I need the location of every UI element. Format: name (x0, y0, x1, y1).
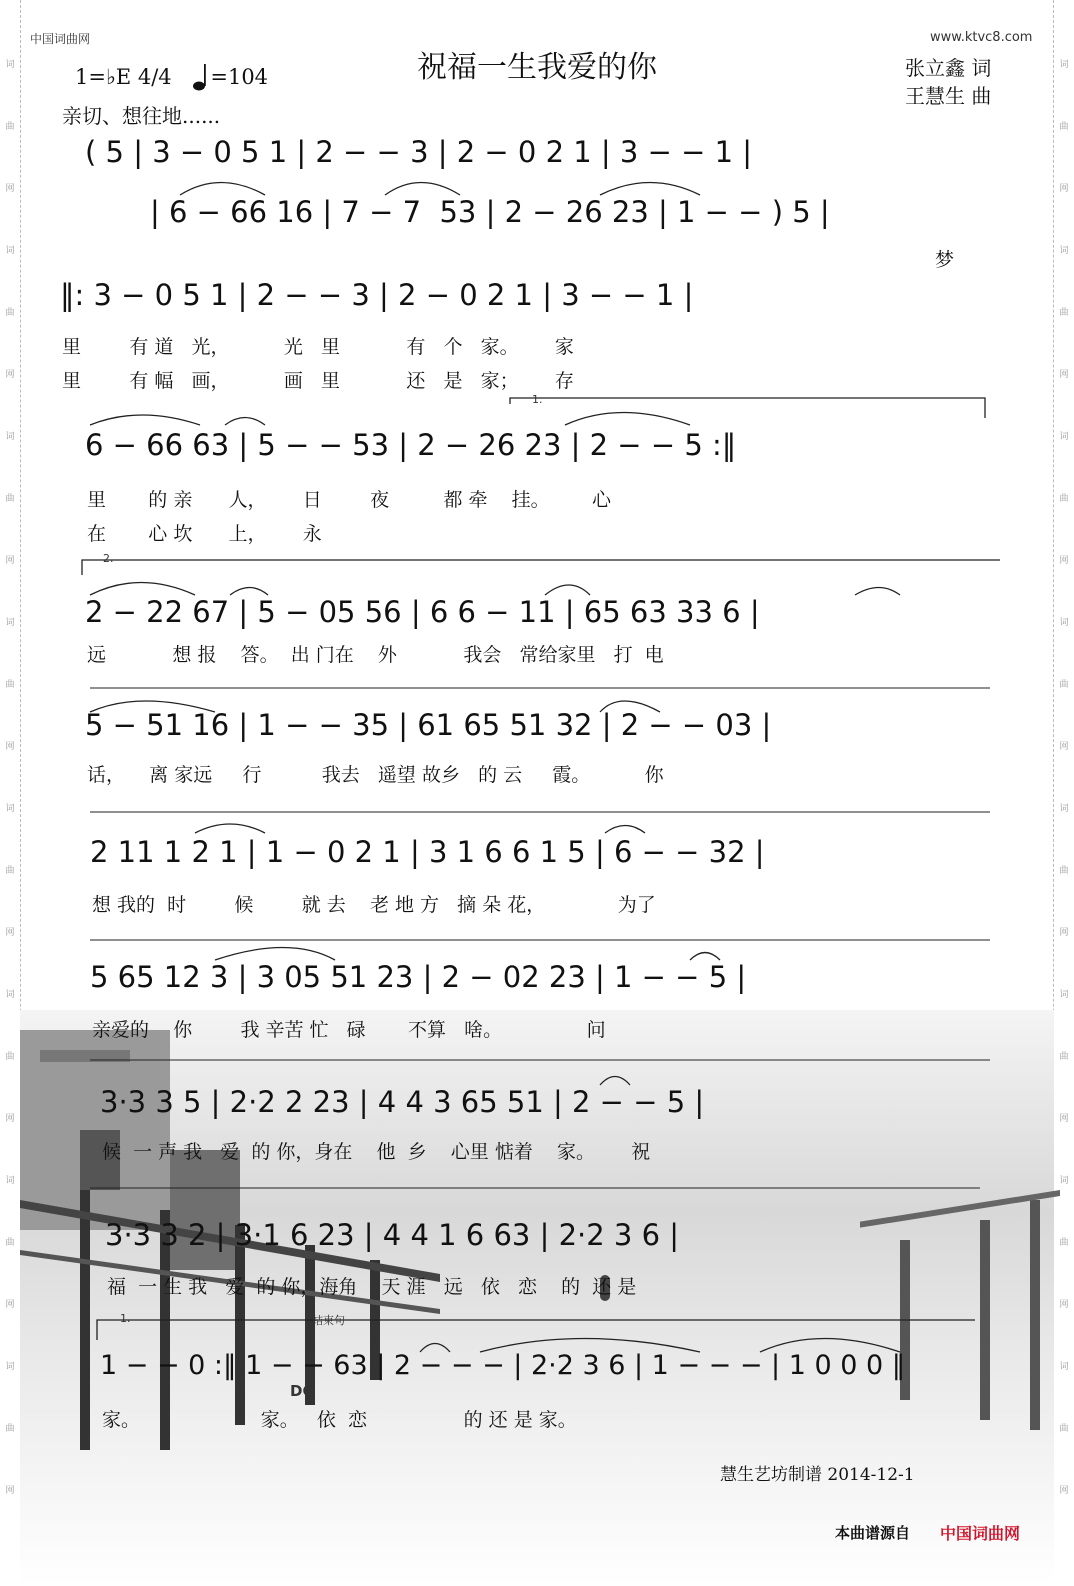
side-watermark-char: 词 (1059, 60, 1069, 70)
lyric-line: 候 一 声 我 爱 的 你，身在 他 乡 心里 惦着 家。 祝 (102, 1141, 651, 1163)
side-watermark-char: 曲 (1059, 1052, 1069, 1062)
side-watermark-char: 曲 (5, 1424, 15, 1434)
side-watermark-char: 网 (5, 742, 15, 752)
lyric-line: 梦 (935, 249, 955, 271)
side-watermark-char: 词 (5, 990, 15, 1000)
volta-label-1: 1. (532, 393, 543, 406)
side-watermark-char: 网 (5, 184, 15, 194)
lyric-line: 在 心 坎 上， 永 (87, 523, 322, 545)
side-watermark-char: 网 (1059, 1300, 1069, 1310)
side-watermark-char: 曲 (5, 494, 15, 504)
side-watermark-char: 词 (5, 618, 15, 628)
slur (565, 413, 690, 426)
lyric-line: 福 一 生 我 爱 的 你，海角 天 涯 远 依 恋 的 还 是 (107, 1276, 637, 1298)
side-watermark-char: 词 (5, 804, 15, 814)
slur (225, 418, 265, 426)
side-watermark-char: 词 (1059, 804, 1069, 814)
volta-label-2: 2. (103, 552, 114, 565)
slur (480, 1339, 700, 1353)
side-watermark-char: 词 (1059, 1176, 1069, 1186)
side-watermark-char: 网 (1059, 1486, 1069, 1496)
notation-row: 5 − 51 16 | 1 − − 35 | 61 65 51 32 | 2 − − 03 | (85, 708, 772, 742)
side-watermark-char: 词 (5, 1176, 15, 1186)
slur (180, 183, 265, 196)
lyric-line: 里 有 幅 画， 画 里 还 是 家； 存 (62, 370, 574, 392)
slur (230, 588, 268, 596)
side-watermark-char: 网 (5, 928, 15, 938)
lyric-line: 里 有 道 光， 光 里 有 个 家。 家 (62, 336, 574, 358)
key-text: 1=♭E 4/4 (75, 65, 172, 89)
notation-row: 5 65 12 3 | 3 05 51 23 | 2 − 02 23 | 1 − − 5 | (90, 960, 747, 994)
side-watermark-char: 词 (5, 1362, 15, 1372)
lyric-line: 远 想 报 答。 出 门在 外 我会 常给家里 打 电 (87, 644, 664, 666)
lyricist-credit: 张立鑫 词 (905, 56, 992, 80)
side-watermark-char: 词 (1059, 990, 1069, 1000)
lyric-line: 里 的 亲 人， 日 夜 都 牵 挂。 心 (87, 489, 611, 511)
side-watermark-char: 词 (1059, 246, 1069, 256)
lyric-line: 话， 离 家远 行 我去 遥望 故乡 的 云 霞。 你 (87, 764, 664, 786)
slur (215, 948, 335, 961)
volta-bracket-1 (510, 398, 985, 418)
side-watermark-char: 词 (1059, 432, 1069, 442)
dc-label: DC (290, 1382, 314, 1400)
slur (545, 585, 590, 595)
slur (90, 415, 200, 425)
side-watermark-char: 曲 (1059, 308, 1069, 318)
composer-credit: 王慧生 曲 (905, 84, 992, 108)
side-watermark-char: 曲 (5, 122, 15, 132)
slur (760, 1339, 900, 1353)
side-watermark-char: 曲 (1059, 680, 1069, 690)
slur (605, 826, 645, 834)
notation-row: ( 5 | 3 − 0 5 1 | 2 − − 3 | 2 − 0 2 1 | 3 − − 1 | (85, 135, 753, 169)
lyric-line: 家。 家。 依 恋 的 还 是 家。 (102, 1409, 577, 1431)
slur (600, 183, 700, 196)
side-watermark-char: 词 (5, 432, 15, 442)
notation-row: 2 11 1 2 1 | 1 − 0 2 1 | 3 1 6 6 1 5 | 6 − − 32 | (90, 835, 765, 869)
side-watermark-char: 曲 (5, 308, 15, 318)
side-watermark-char: 词 (1059, 618, 1069, 628)
transcriber-credit: 慧生艺坊制谱 2014-12-1 (720, 1465, 915, 1485)
notation-row: 1 − − 0 :‖ 1 − − 63 | 2 − − − | 2·2 3 6 | 1 − − − | 1 0 0 0 ‖ (100, 1350, 906, 1381)
side-watermark-char: 曲 (5, 680, 15, 690)
side-watermark-char: 网 (1059, 556, 1069, 566)
side-watermark-char: 网 (1059, 928, 1069, 938)
volta-label-3: 1. (120, 1312, 131, 1325)
ending-label: 结束句 (312, 1314, 345, 1327)
notation-row: 3·3 3 2 | 3·1 6 23 | 4 4 1 6 63 | 2·2 3 6 | (105, 1218, 680, 1252)
site-label-right: www.ktvc8.com (930, 30, 1033, 45)
side-watermark-char: 网 (1059, 370, 1069, 380)
side-watermark-char: 曲 (1059, 494, 1069, 504)
song-title: 祝福一生我爱的你 (417, 50, 657, 85)
side-watermark-char: 曲 (5, 1238, 15, 1248)
side-watermark-char: 网 (5, 370, 15, 380)
tempo-text: =104 (210, 65, 269, 89)
side-watermark-char: 网 (1059, 1114, 1069, 1124)
side-watermark-char: 曲 (1059, 1238, 1069, 1248)
slur (195, 824, 265, 833)
side-watermark-char: 网 (1059, 184, 1069, 194)
slur (855, 588, 900, 596)
side-watermark-char: 网 (5, 1114, 15, 1124)
notation-row: | 6 − 66 16 | 7 − 7 53 | 2 − 26 23 | 1 − − ) 5 | (150, 195, 830, 229)
slur (90, 701, 215, 712)
side-watermark-char: 曲 (5, 866, 15, 876)
side-watermark-char: 曲 (1059, 866, 1069, 876)
side-watermark-char: 曲 (1059, 122, 1069, 132)
notation-row: 6 − 66 63 | 5 − − 53 | 2 − 26 23 | 2 − − 5 :‖ (85, 428, 737, 462)
side-watermark-char: 网 (5, 1486, 15, 1496)
lyric-line: 亲爱的 你 我 辛苦 忙 碌 不算 啥。 问 (92, 1019, 606, 1041)
side-watermark-char: 词 (1059, 1362, 1069, 1372)
site-label-left: 中国词曲网 (30, 32, 91, 46)
notation-row: ‖: 3 − 0 5 1 | 2 − − 3 | 2 − 0 2 1 | 3 − − 1 | (60, 278, 694, 312)
slur (90, 583, 195, 596)
slur (420, 1344, 450, 1353)
lyric-line: 想 我的 时 候 就 去 老 地 方 摘 朵 花， 为了 (92, 894, 656, 916)
notation-row: 2 − 22 67 | 5 − 05 56 | 6 6 − 11 | 65 63 33 6 | (85, 595, 760, 629)
slur (600, 701, 660, 712)
volta-bracket-3 (97, 1320, 975, 1340)
slur (385, 183, 460, 196)
side-watermark-char: 网 (5, 556, 15, 566)
side-watermark-char: 网 (5, 1300, 15, 1310)
side-watermark-char: 曲 (5, 1052, 15, 1062)
slur (600, 1077, 630, 1086)
slur (690, 953, 720, 961)
source-label: 本曲谱源自 (835, 1524, 911, 1542)
side-watermark-char: 词 (5, 246, 15, 256)
notation-row: 3·3 3 5 | 2·2 2 23 | 4 4 3 65 51 | 2 − − 5 | (100, 1085, 705, 1119)
expression-mark: 亲切、想往地...... (62, 104, 221, 128)
side-watermark-char: 词 (5, 60, 15, 70)
volta-bracket-2 (82, 560, 1000, 575)
side-watermark-char: 曲 (1059, 1424, 1069, 1434)
side-watermark-char: 网 (1059, 742, 1069, 752)
source-site-link[interactable]: 中国词曲网 (940, 1524, 1021, 1543)
